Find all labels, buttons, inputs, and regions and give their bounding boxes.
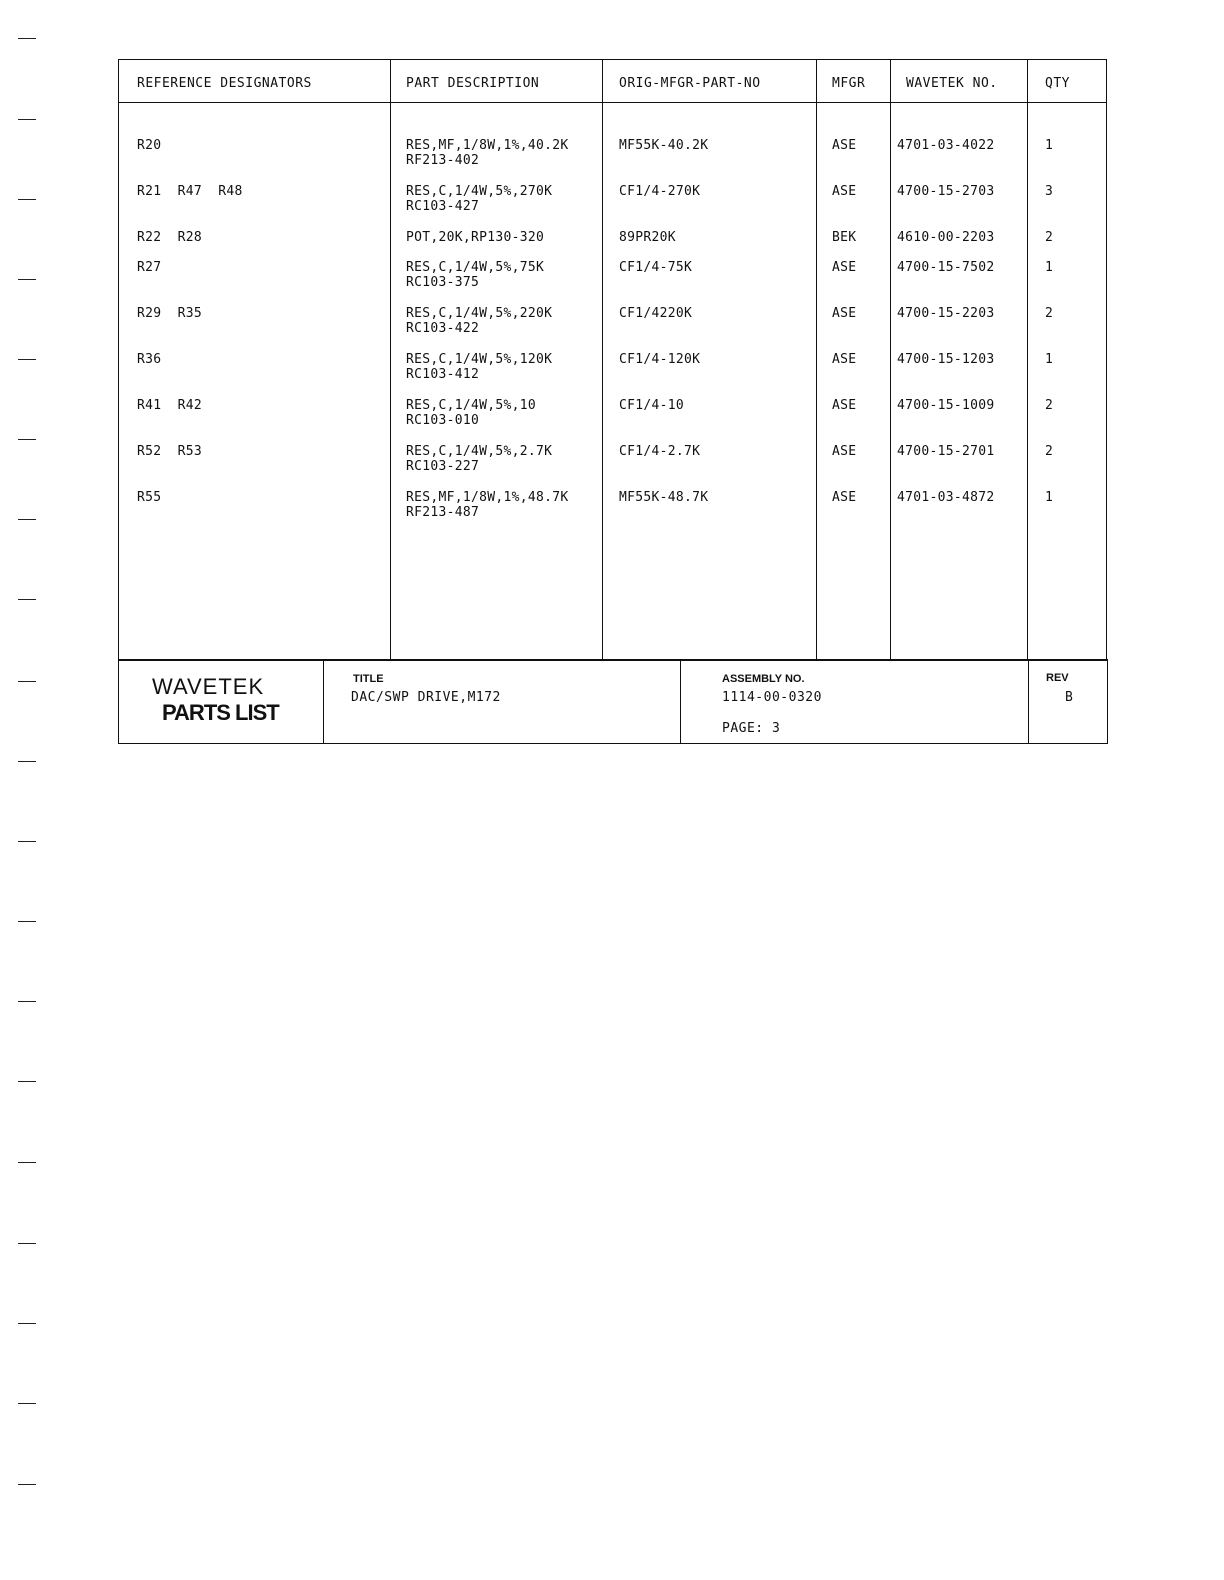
row-orig-mfgr-part-no: CF1/4-2.7K <box>619 444 701 459</box>
parts-list-label: PARTS LIST <box>162 700 279 725</box>
header-part-description: PART DESCRIPTION <box>406 76 540 91</box>
row-qty: 3 <box>1045 184 1054 199</box>
assembly-number: 1114-00-0320 <box>722 690 822 705</box>
margin-tick <box>18 38 36 39</box>
row-orig-mfgr-part-no: CF1/4-270K <box>619 184 701 199</box>
row-reference-designator: R55 <box>137 490 162 505</box>
margin-tick <box>18 921 36 922</box>
row-reference-designator: R21 R47 R48 <box>137 184 243 199</box>
row-wavetek-no: 4700-15-1009 <box>897 398 995 413</box>
row-reference-designator: R27 <box>137 260 162 275</box>
row-part-description: POT,20K,RP130-320 <box>406 230 545 245</box>
row-part-code: RC103-227 <box>406 459 480 474</box>
title-block-divider <box>323 660 324 743</box>
row-wavetek-no: 4700-15-7502 <box>897 260 995 275</box>
parts-table <box>118 59 1107 661</box>
row-reference-designator: R36 <box>137 352 162 367</box>
title-block-divider <box>1028 660 1029 743</box>
row-part-code: RF213-402 <box>406 153 480 168</box>
table-header <box>119 60 1106 103</box>
title-block-divider <box>680 660 681 743</box>
margin-tick <box>18 761 36 762</box>
row-orig-mfgr-part-no: 89PR20K <box>619 230 676 245</box>
row-part-description: RES,C,1/4W,5%,120K <box>406 352 553 367</box>
row-part-code: RC103-427 <box>406 199 480 214</box>
row-orig-mfgr-part-no: CF1/4-120K <box>619 352 701 367</box>
margin-tick <box>18 439 36 440</box>
row-part-code: RC103-010 <box>406 413 480 428</box>
row-mfgr: ASE <box>832 444 857 459</box>
row-part-code: RF213-487 <box>406 505 480 520</box>
row-mfgr: ASE <box>832 352 857 367</box>
header-reference-designators: REFERENCE DESIGNATORS <box>137 76 312 91</box>
row-part-description: RES,C,1/4W,5%,220K <box>406 306 553 321</box>
margin-tick <box>18 1484 36 1485</box>
row-part-description: RES,C,1/4W,5%,10 <box>406 398 537 413</box>
header-qty: QTY <box>1045 76 1070 91</box>
margin-tick <box>18 599 36 600</box>
column-divider <box>890 60 891 660</box>
row-wavetek-no: 4700-15-2703 <box>897 184 995 199</box>
margin-tick <box>18 1323 36 1324</box>
row-wavetek-no: 4701-03-4022 <box>897 138 995 153</box>
row-orig-mfgr-part-no: CF1/4-10 <box>619 398 685 413</box>
row-mfgr: ASE <box>832 138 857 153</box>
header-wavetek-no: WAVETEK NO. <box>906 76 998 91</box>
row-reference-designator: R22 R28 <box>137 230 203 245</box>
row-qty: 2 <box>1045 398 1054 413</box>
page-number: PAGE: 3 <box>722 721 781 736</box>
row-reference-designator: R29 R35 <box>137 306 203 321</box>
row-orig-mfgr-part-no: CF1/4220K <box>619 306 693 321</box>
row-part-code: RC103-412 <box>406 367 480 382</box>
row-mfgr: ASE <box>832 490 857 505</box>
row-mfgr: ASE <box>832 184 857 199</box>
column-divider <box>1027 60 1028 660</box>
row-mfgr: ASE <box>832 306 857 321</box>
row-part-description: RES,C,1/4W,5%,75K <box>406 260 545 275</box>
row-qty: 1 <box>1045 490 1054 505</box>
row-reference-designator: R52 R53 <box>137 444 203 459</box>
margin-tick <box>18 1081 36 1082</box>
row-qty: 1 <box>1045 138 1054 153</box>
wavetek-logo: WAVETEK <box>152 674 265 699</box>
margin-tick <box>18 1243 36 1244</box>
row-qty: 2 <box>1045 306 1054 321</box>
row-mfgr: ASE <box>832 260 857 275</box>
row-part-description: RES,C,1/4W,5%,2.7K <box>406 444 553 459</box>
row-wavetek-no: 4700-15-2701 <box>897 444 995 459</box>
title-label: TITLE <box>353 673 384 685</box>
column-divider <box>390 60 391 660</box>
row-part-description: RES,MF,1/8W,1%,48.7K <box>406 490 569 505</box>
row-mfgr: ASE <box>832 398 857 413</box>
title-block <box>118 659 1108 744</box>
document-title: DAC/SWP DRIVE,M172 <box>351 690 501 705</box>
row-wavetek-no: 4610-00-2203 <box>897 230 995 245</box>
margin-tick <box>18 841 36 842</box>
margin-tick <box>18 119 36 120</box>
row-orig-mfgr-part-no: CF1/4-75K <box>619 260 693 275</box>
row-qty: 2 <box>1045 230 1054 245</box>
margin-tick <box>18 1162 36 1163</box>
column-divider <box>602 60 603 660</box>
row-qty: 1 <box>1045 260 1054 275</box>
column-divider <box>816 60 817 660</box>
row-orig-mfgr-part-no: MF55K-40.2K <box>619 138 709 153</box>
header-mfgr: MFGR <box>832 76 866 91</box>
revision: B <box>1065 690 1074 705</box>
margin-tick <box>18 519 36 520</box>
margin-tick <box>18 681 36 682</box>
row-part-code: RC103-422 <box>406 321 480 336</box>
margin-tick <box>18 199 36 200</box>
row-wavetek-no: 4700-15-1203 <box>897 352 995 367</box>
rev-label: REV <box>1046 672 1069 684</box>
row-wavetek-no: 4700-15-2203 <box>897 306 995 321</box>
assembly-label: ASSEMBLY NO. <box>722 673 805 685</box>
row-qty: 2 <box>1045 444 1054 459</box>
margin-tick <box>18 279 36 280</box>
row-orig-mfgr-part-no: MF55K-48.7K <box>619 490 709 505</box>
row-reference-designator: R41 R42 <box>137 398 203 413</box>
row-reference-designator: R20 <box>137 138 162 153</box>
row-part-description: RES,C,1/4W,5%,270K <box>406 184 553 199</box>
margin-tick <box>18 1403 36 1404</box>
row-qty: 1 <box>1045 352 1054 367</box>
margin-tick <box>18 359 36 360</box>
row-part-description: RES,MF,1/8W,1%,40.2K <box>406 138 569 153</box>
margin-tick <box>18 1001 36 1002</box>
header-orig-mfgr-part-no: ORIG-MFGR-PART-NO <box>619 76 761 91</box>
row-part-code: RC103-375 <box>406 275 480 290</box>
row-mfgr: BEK <box>832 230 857 245</box>
row-wavetek-no: 4701-03-4872 <box>897 490 995 505</box>
